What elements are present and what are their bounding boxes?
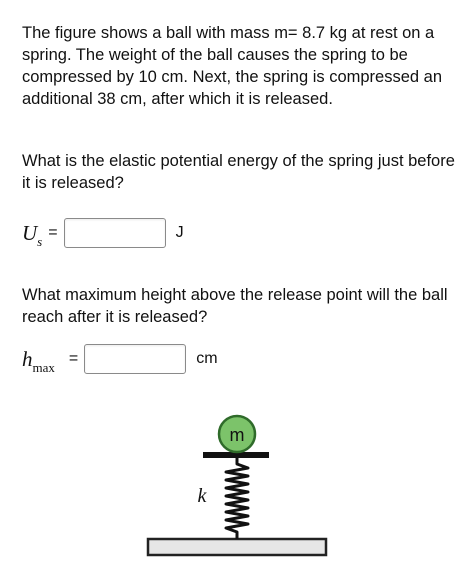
energy-unit: J — [175, 224, 184, 241]
ball-label: m — [229, 425, 245, 445]
equals-sign: = — [48, 224, 58, 241]
energy-answer-input[interactable] — [64, 218, 166, 248]
ground-base — [148, 539, 326, 555]
question-1-text: What is the elastic potential energy of the spring just before it is released? — [22, 152, 455, 192]
answer-2-row — [22, 344, 218, 374]
answer-1-row — [22, 218, 184, 248]
question-2-text: What maximum height above the release point will the ball reach after it is released? — [22, 286, 448, 326]
equals-sign: = — [68, 350, 79, 367]
spring-coil — [226, 457, 248, 539]
problem-statement: The figure shows a ball with mass m= 8.7 kg at rest on a spring. The weight of the ball causes the spring to be compressed by 10 cm. Next, the spring is compressed an additional 38 cm, after which it is released. — [22, 24, 443, 108]
spring-constant-label: k — [197, 485, 207, 507]
height-unit: cm — [196, 350, 218, 367]
energy-subscript: s — [37, 233, 43, 249]
height-symbol: $h_{max}$ — [22, 346, 55, 375]
height-subscript: max — [32, 359, 55, 375]
energy-symbol: $U_s$ — [22, 220, 43, 249]
height-answer-input[interactable] — [84, 344, 186, 374]
spring-ball-figure — [140, 404, 340, 564]
